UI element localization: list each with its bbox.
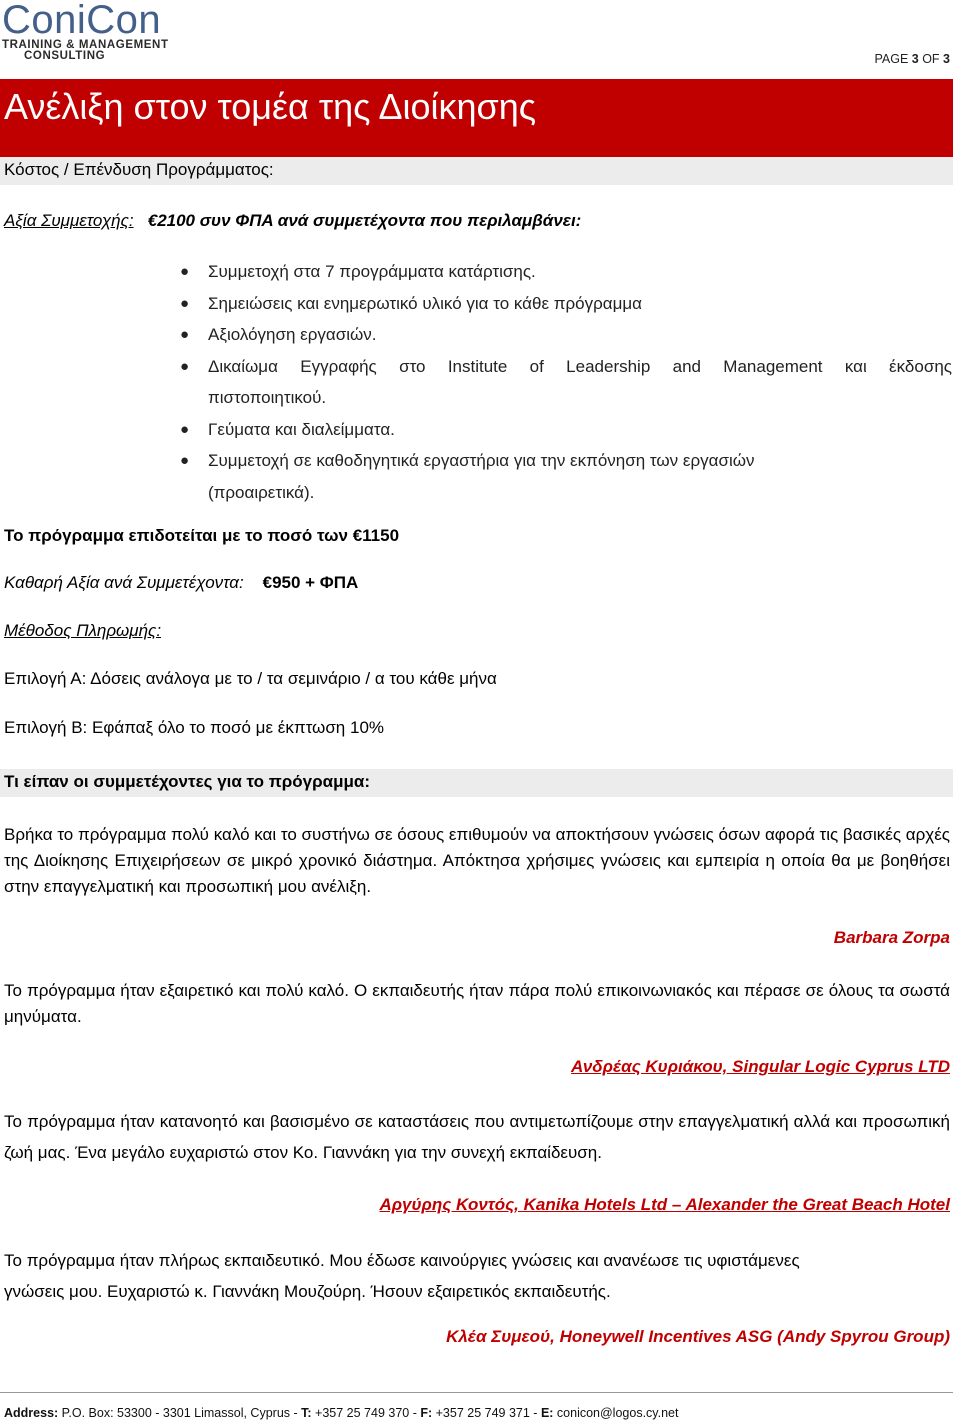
subsidy-text: Το πρόγραμμα επιδοτείται με το ποσό των €1150	[4, 526, 400, 545]
footer-contact: Address: P.O. Box: 53300 - 3301 Limassol, Cyprus - T: +357 25 749 370 - F: +357 25 749 371 - E: conicon@logos.cy.net	[4, 1406, 679, 1420]
bullet-icon: ●	[180, 263, 190, 280]
testimonial-author: Κλέα Συμεού, Honeywell Incentives ASG (Andy Spyrou Group)	[446, 1327, 950, 1346]
testimonial-text: Βρήκα το πρόγραμμα πολύ καλό και το συστήνω σε όσους επιθυμούν να αποκτήσουν γνώσεις όσων αφορά τις βασικές αρχές της Διοίκησης Επιχειρήσεων σε μικρό χρονικό διάστημα. Απόκτησα χρήσιμες γνώσεις και εμπειρία η οποία θα με βοηθήσει στην επαγγελματική και προσωπική μου ανέλιξη.	[4, 825, 950, 896]
payment-option-a: Επιλογή Α: Δόσεις ανάλογα με το / τα σεμινάριο / α του κάθε μήνα	[4, 669, 497, 688]
list-item: ● Αξιολόγηση εργασιών.	[180, 319, 952, 351]
net-value-label: Καθαρή Αξία ανά Συμμετέχοντα:	[4, 573, 244, 592]
logo-tagline-1: TRAINING & MANAGEMENT	[2, 39, 169, 51]
testimonial-author: Barbara Zorpa	[833, 928, 950, 947]
footer-divider	[0, 1392, 953, 1393]
participation-value-text: €2100 συν ΦΠΑ ανά συμμετέχοντα που περιλαμβάνει:	[147, 211, 582, 230]
bullet-icon: ●	[180, 420, 190, 438]
net-value-line	[4, 570, 358, 596]
testimonial-text: Το πρόγραμμα ήταν εξαιρετικό και πολύ καλό. Ο εκπαιδευτής ήταν πάρα πολύ επικοινωνιακός και πέρασε σε όλους τα σωστά μηνύματα.	[4, 981, 950, 1026]
participation-value-line	[4, 208, 581, 234]
payment-option-b: Επιλογή Β: Εφάπαξ όλο το ποσό με έκπτωση 10%	[4, 718, 385, 737]
logo-wordmark: ConiCon	[2, 0, 162, 42]
testimonial-text: Το πρόγραμμα ήταν πλήρως εκπαιδευτικό. Μου έδωσε καινούργιες γνώσεις και ανανέωσε τις υφιστάμενες γνώσεις μου. Ευχαριστώ κ. Γιαννάκη Μουζούρη. Ήσουν εξαιρετικός εκπαιδευτής.	[4, 1251, 800, 1301]
participation-value-label: Αξία Συμμετοχής:	[4, 211, 134, 230]
bullet-icon: ●	[180, 326, 190, 343]
list-item: ● Συμμετοχή σε καθοδηγητικά εργαστήρια για την εκπόνηση των εργασιών	[180, 445, 952, 477]
logo-tagline-2: CONSULTING	[24, 50, 106, 62]
page-number: PAGE 3 OF 3	[874, 52, 950, 66]
page-title: Ανέλιξη στον τομέα της Διοίκησης	[4, 86, 537, 127]
list-item-continuation: (προαιρετικά).	[208, 482, 315, 502]
bullet-icon: ●	[180, 357, 190, 375]
payment-heading: Μέθοδος Πληρωμής:	[4, 621, 162, 640]
list-item: ● Συμμετοχή στα 7 προγράμματα κατάρτισης.	[180, 256, 952, 288]
list-item: ● Γεύματα και διαλείμματα.	[180, 414, 952, 446]
benefits-list	[180, 256, 952, 508]
cost-heading: Κόστος / Επένδυση Προγράμματος:	[4, 160, 274, 179]
net-value: €950 + ΦΠΑ	[262, 573, 359, 592]
company-logo	[2, 0, 169, 62]
bullet-icon: ●	[180, 452, 190, 469]
testimonial-text: Το πρόγραμμα ήταν κατανοητό και βασισμένο σε καταστάσεις που αντιμετωπίζουμε στην επαγγελματική αλλά και προσωπική ζωή μας. Ένα μεγάλο ευχαριστώ στον Κο. Γιαννάκη για την συνεχή εκπαίδευση.	[4, 1112, 950, 1162]
testimonial-author: Αργύρης Κοντός, Kanika Hotels Ltd – Alexander the Great Beach Hotel	[379, 1195, 950, 1214]
list-item: ● Δικαίωμα Εγγραφής στο Institute of Leadership and Management και έκδοσης	[180, 351, 952, 383]
bullet-icon: ●	[180, 294, 190, 312]
testimonial-author: Ανδρέας Κυριάκου, Singular Logic Cyprus LTD	[571, 1057, 950, 1076]
list-item-continuation: πιστοποιητικού.	[208, 388, 327, 407]
list-item: ● Σημειώσεις και ενημερωτικό υλικό για το κάθε πρόγραμμα	[180, 288, 952, 320]
testimonials-heading: Τι είπαν οι συμμετέχοντες για το πρόγραμμα:	[4, 772, 371, 791]
